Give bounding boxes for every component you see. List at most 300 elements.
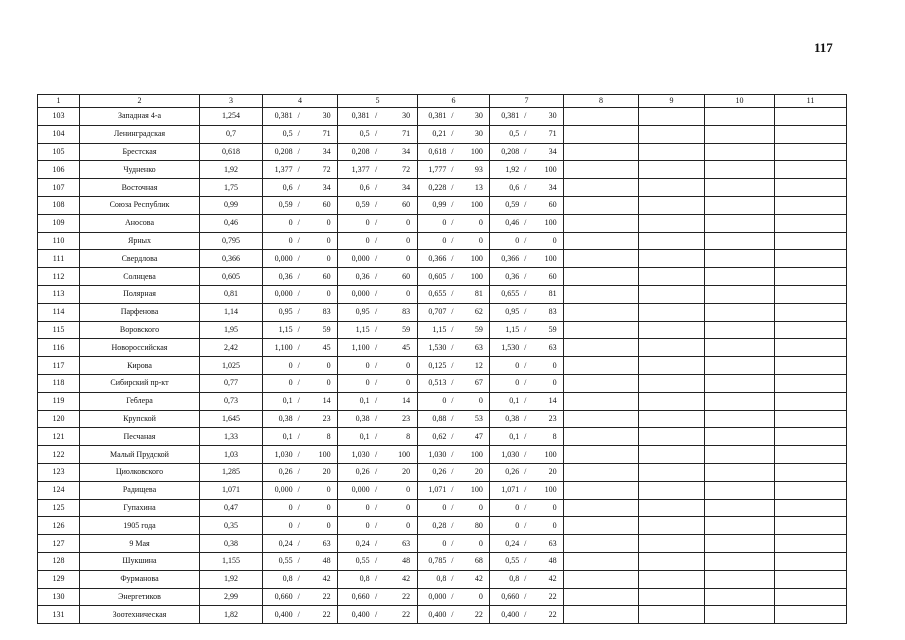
pair-percent: 60 <box>322 271 331 281</box>
pair-value: 1,15 <box>355 324 370 334</box>
slash-separator: / <box>297 413 300 423</box>
slash-separator: / <box>451 485 454 495</box>
table-row <box>38 392 847 410</box>
pair-percent: 59 <box>548 324 557 334</box>
pair-cell-c5 <box>338 108 418 126</box>
empty-cell <box>705 499 775 517</box>
pair-value: 0,000 <box>274 485 293 495</box>
pair-percent: 0 <box>326 253 331 263</box>
pair-cell-c5 <box>338 428 418 446</box>
length-value: 0,7 <box>200 125 263 143</box>
pair-value: 0,400 <box>428 609 447 619</box>
pair-cell-c7 <box>490 357 564 375</box>
slash-separator: / <box>451 111 454 121</box>
pair-cell-c7 <box>490 481 564 499</box>
empty-cell <box>775 339 847 357</box>
pair-value: 0,605 <box>428 271 447 281</box>
slash-separator: / <box>451 574 454 584</box>
pair-percent: 67 <box>474 378 483 388</box>
empty-cell <box>564 392 639 410</box>
empty-cell <box>639 303 705 321</box>
pair-cell-c4 <box>263 517 338 535</box>
slash-separator: / <box>524 538 527 548</box>
pair-percent: 59 <box>402 324 411 334</box>
pair-cell-c5 <box>338 161 418 179</box>
pair-cell-c6 <box>418 446 490 464</box>
empty-cell <box>775 374 847 392</box>
table-row <box>38 517 847 535</box>
slash-separator: / <box>375 307 378 317</box>
street-name: Полярная <box>80 285 200 303</box>
pair-value: 0,785 <box>428 556 447 566</box>
row-number: 122 <box>38 446 80 464</box>
pair-percent: 22 <box>474 609 483 619</box>
pair-value: 1,530 <box>428 342 447 352</box>
street-name: Крупской <box>80 410 200 428</box>
pair-cell-c5 <box>338 357 418 375</box>
slash-separator: / <box>297 609 300 619</box>
street-name: Фурманова <box>80 570 200 588</box>
pair-cell-c6 <box>418 250 490 268</box>
empty-cell <box>775 232 847 250</box>
slash-separator: / <box>524 449 527 459</box>
pair-percent: 0 <box>478 396 483 406</box>
column-header: 6 <box>418 95 490 108</box>
row-number: 121 <box>38 428 80 446</box>
pair-percent: 100 <box>470 485 483 495</box>
pair-value: 0 <box>515 378 520 388</box>
empty-cell <box>564 357 639 375</box>
street-name: Геблера <box>80 392 200 410</box>
slash-separator: / <box>524 502 527 512</box>
pair-value: 1,777 <box>428 164 447 174</box>
pair-percent: 60 <box>402 271 411 281</box>
pair-cell-c7 <box>490 321 564 339</box>
pair-value: 0,55 <box>355 556 370 566</box>
street-name: Солнцева <box>80 268 200 286</box>
empty-cell <box>705 161 775 179</box>
empty-cell <box>564 179 639 197</box>
slash-separator: / <box>451 182 454 192</box>
empty-cell <box>775 428 847 446</box>
pair-cell-c7 <box>490 410 564 428</box>
pair-cell-c7 <box>490 125 564 143</box>
slash-separator: / <box>524 609 527 619</box>
slash-separator: / <box>375 413 378 423</box>
street-name: Ленинградская <box>80 125 200 143</box>
pair-cell-c4 <box>263 196 338 214</box>
empty-cell <box>639 410 705 428</box>
empty-cell <box>705 250 775 268</box>
slash-separator: / <box>297 342 300 352</box>
pair-percent: 0 <box>326 502 331 512</box>
slash-separator: / <box>524 396 527 406</box>
empty-cell <box>775 481 847 499</box>
pair-value: 0,660 <box>501 591 520 601</box>
pair-cell-c6 <box>418 374 490 392</box>
slash-separator: / <box>375 200 378 210</box>
row-number: 124 <box>38 481 80 499</box>
pair-percent: 22 <box>402 591 411 601</box>
pair-cell-c4 <box>263 588 338 606</box>
column-header: 5 <box>338 95 418 108</box>
pair-cell-c4 <box>263 179 338 197</box>
pair-cell-c5 <box>338 552 418 570</box>
street-name: Воровского <box>80 321 200 339</box>
pair-cell-c4 <box>263 392 338 410</box>
pair-cell-c5 <box>338 285 418 303</box>
slash-separator: / <box>524 182 527 192</box>
table-row <box>38 428 847 446</box>
pair-cell-c6 <box>418 285 490 303</box>
pair-percent: 100 <box>544 485 557 495</box>
slash-separator: / <box>375 520 378 530</box>
slash-separator: / <box>375 431 378 441</box>
pair-percent: 0 <box>478 502 483 512</box>
empty-cell <box>705 517 775 535</box>
empty-cell <box>705 285 775 303</box>
slash-separator: / <box>375 164 378 174</box>
street-name: Энергетиков <box>80 588 200 606</box>
pair-cell-c5 <box>338 410 418 428</box>
slash-separator: / <box>451 253 454 263</box>
slash-separator: / <box>524 574 527 584</box>
slash-separator: / <box>375 574 378 584</box>
pair-value: 0,655 <box>428 289 447 299</box>
table-body <box>38 108 847 624</box>
street-name: Циолковского <box>80 463 200 481</box>
pair-value: 0,1 <box>282 396 293 406</box>
row-number: 112 <box>38 268 80 286</box>
street-name: Сибирский пр-кт <box>80 374 200 392</box>
pair-percent: 22 <box>548 591 557 601</box>
length-value: 0,35 <box>200 517 263 535</box>
pair-percent: 22 <box>402 609 411 619</box>
pair-value: 0,000 <box>274 289 293 299</box>
pair-cell-c7 <box>490 303 564 321</box>
pair-cell-c4 <box>263 374 338 392</box>
pair-value: 0 <box>288 360 293 370</box>
pair-value: 1,030 <box>428 449 447 459</box>
pair-cell-c6 <box>418 108 490 126</box>
pair-cell-c4 <box>263 143 338 161</box>
slash-separator: / <box>524 307 527 317</box>
pair-value: 0,513 <box>428 378 447 388</box>
pair-percent: 45 <box>402 342 411 352</box>
pair-percent: 30 <box>322 111 331 121</box>
table-row <box>38 357 847 375</box>
pair-value: 0,8 <box>359 574 370 584</box>
pair-percent: 0 <box>326 520 331 530</box>
pair-value: 0 <box>442 218 447 228</box>
pair-value: 1,377 <box>351 164 370 174</box>
pair-cell-c6 <box>418 410 490 428</box>
length-value: 1,155 <box>200 552 263 570</box>
slash-separator: / <box>297 591 300 601</box>
row-number: 131 <box>38 606 80 624</box>
empty-cell <box>705 588 775 606</box>
pair-value: 0 <box>442 538 447 548</box>
slash-separator: / <box>375 538 378 548</box>
pair-cell-c4 <box>263 570 338 588</box>
slash-separator: / <box>375 218 378 228</box>
slash-separator: / <box>375 502 378 512</box>
slash-separator: / <box>451 342 454 352</box>
slash-separator: / <box>297 129 300 139</box>
length-value: 0,38 <box>200 535 263 553</box>
empty-cell <box>639 481 705 499</box>
slash-separator: / <box>375 271 378 281</box>
pair-percent: 0 <box>406 218 411 228</box>
pair-value: 1,15 <box>505 324 520 334</box>
slash-separator: / <box>375 253 378 263</box>
pair-percent: 14 <box>402 396 411 406</box>
slash-separator: / <box>524 467 527 477</box>
pair-percent: 60 <box>322 200 331 210</box>
pair-cell-c5 <box>338 463 418 481</box>
slash-separator: / <box>297 182 300 192</box>
pair-cell-c5 <box>338 392 418 410</box>
pair-percent: 13 <box>474 182 483 192</box>
pair-value: 0,24 <box>505 538 520 548</box>
pair-value: 0,1 <box>282 431 293 441</box>
empty-cell <box>775 392 847 410</box>
slash-separator: / <box>451 609 454 619</box>
slash-separator: / <box>451 413 454 423</box>
pair-value: 0,000 <box>428 591 447 601</box>
pair-cell-c5 <box>338 606 418 624</box>
table-row <box>38 588 847 606</box>
empty-cell <box>705 196 775 214</box>
pair-percent: 22 <box>322 609 331 619</box>
street-name: 1905 года <box>80 517 200 535</box>
pair-cell-c5 <box>338 446 418 464</box>
pair-percent: 0 <box>406 502 411 512</box>
slash-separator: / <box>451 378 454 388</box>
pair-cell-c5 <box>338 339 418 357</box>
slash-separator: / <box>451 538 454 548</box>
table-row <box>38 303 847 321</box>
empty-cell <box>705 143 775 161</box>
slash-separator: / <box>451 271 454 281</box>
pair-cell-c4 <box>263 214 338 232</box>
length-value: 1,75 <box>200 179 263 197</box>
table-row <box>38 321 847 339</box>
pair-value: 0 <box>365 218 370 228</box>
pair-percent: 63 <box>322 538 331 548</box>
pair-cell-c5 <box>338 321 418 339</box>
row-number: 117 <box>38 357 80 375</box>
pair-value: 0,26 <box>432 467 447 477</box>
street-name: Гупахина <box>80 499 200 517</box>
empty-cell <box>705 410 775 428</box>
pair-percent: 0 <box>478 218 483 228</box>
empty-cell <box>705 357 775 375</box>
pair-value: 0 <box>365 520 370 530</box>
empty-cell <box>775 125 847 143</box>
pair-cell-c7 <box>490 250 564 268</box>
slash-separator: / <box>297 271 300 281</box>
slash-separator: / <box>297 485 300 495</box>
pair-value: 0,6 <box>509 182 520 192</box>
empty-cell <box>564 268 639 286</box>
pair-value: 0,36 <box>505 271 520 281</box>
slash-separator: / <box>451 146 454 156</box>
slash-separator: / <box>375 342 378 352</box>
pair-percent: 53 <box>474 413 483 423</box>
pair-value: 0 <box>442 502 447 512</box>
pair-value: 0,36 <box>355 271 370 281</box>
empty-cell <box>564 303 639 321</box>
pair-cell-c4 <box>263 499 338 517</box>
pair-value: 0,366 <box>501 253 520 263</box>
pair-cell-c4 <box>263 321 338 339</box>
pair-cell-c5 <box>338 374 418 392</box>
pair-percent: 0 <box>478 538 483 548</box>
empty-cell <box>639 339 705 357</box>
slash-separator: / <box>524 520 527 530</box>
empty-cell <box>775 250 847 268</box>
empty-cell <box>775 214 847 232</box>
street-name: Кирова <box>80 357 200 375</box>
slash-separator: / <box>524 591 527 601</box>
slash-separator: / <box>451 235 454 245</box>
pair-cell-c5 <box>338 214 418 232</box>
slash-separator: / <box>524 111 527 121</box>
slash-separator: / <box>451 502 454 512</box>
pair-percent: 0 <box>406 485 411 495</box>
pair-value: 0,26 <box>355 467 370 477</box>
slash-separator: / <box>375 609 378 619</box>
pair-percent: 71 <box>322 129 331 139</box>
pair-percent: 60 <box>548 200 557 210</box>
pair-percent: 14 <box>322 396 331 406</box>
slash-separator: / <box>375 129 378 139</box>
pair-percent: 8 <box>406 431 411 441</box>
empty-cell <box>775 268 847 286</box>
table-row <box>38 410 847 428</box>
slash-separator: / <box>524 342 527 352</box>
pair-value: 0,208 <box>274 146 293 156</box>
length-value: 0,618 <box>200 143 263 161</box>
slash-separator: / <box>297 538 300 548</box>
pair-cell-c5 <box>338 232 418 250</box>
street-name: Шукшина <box>80 552 200 570</box>
slash-separator: / <box>375 467 378 477</box>
pair-percent: 63 <box>474 342 483 352</box>
pair-cell-c7 <box>490 285 564 303</box>
pair-cell-c7 <box>490 446 564 464</box>
pair-cell-c7 <box>490 606 564 624</box>
pair-value: 0,1 <box>359 431 370 441</box>
empty-cell <box>639 196 705 214</box>
length-value: 0,47 <box>200 499 263 517</box>
slash-separator: / <box>524 485 527 495</box>
slash-separator: / <box>451 164 454 174</box>
empty-cell <box>705 321 775 339</box>
column-header: 11 <box>775 95 847 108</box>
empty-cell <box>639 428 705 446</box>
pair-value: 1,377 <box>274 164 293 174</box>
empty-cell <box>564 285 639 303</box>
table-row <box>38 285 847 303</box>
pair-cell-c4 <box>263 552 338 570</box>
pair-percent: 0 <box>552 235 557 245</box>
pair-value: 1,100 <box>274 342 293 352</box>
pair-percent: 100 <box>544 218 557 228</box>
slash-separator: / <box>375 449 378 459</box>
pair-cell-c7 <box>490 517 564 535</box>
length-value: 2,99 <box>200 588 263 606</box>
empty-cell <box>705 179 775 197</box>
slash-separator: / <box>451 396 454 406</box>
slash-separator: / <box>297 218 300 228</box>
empty-cell <box>639 143 705 161</box>
street-name: Радищева <box>80 481 200 499</box>
pair-percent: 63 <box>548 538 557 548</box>
pair-percent: 0 <box>552 502 557 512</box>
pair-percent: 30 <box>474 111 483 121</box>
length-value: 0,366 <box>200 250 263 268</box>
empty-cell <box>705 108 775 126</box>
pair-value: 0,36 <box>278 271 293 281</box>
pair-percent: 81 <box>548 289 557 299</box>
pair-percent: 34 <box>402 182 411 192</box>
pair-cell-c7 <box>490 143 564 161</box>
pair-value: 0,99 <box>432 200 447 210</box>
street-name: Свердлова <box>80 250 200 268</box>
pair-cell-c6 <box>418 499 490 517</box>
empty-cell <box>564 321 639 339</box>
slash-separator: / <box>451 467 454 477</box>
pair-cell-c4 <box>263 357 338 375</box>
pair-cell-c5 <box>338 570 418 588</box>
empty-cell <box>564 570 639 588</box>
pair-value: 0 <box>442 396 447 406</box>
empty-cell <box>775 535 847 553</box>
pair-percent: 20 <box>402 467 411 477</box>
pair-cell-c6 <box>418 179 490 197</box>
pair-value: 0,000 <box>351 485 370 495</box>
pair-value: 0,381 <box>501 111 520 121</box>
length-value: 1,254 <box>200 108 263 126</box>
length-value: 0,99 <box>200 196 263 214</box>
pair-percent: 42 <box>548 574 557 584</box>
pair-value: 0 <box>515 360 520 370</box>
empty-cell <box>639 499 705 517</box>
pair-value: 0,1 <box>509 431 520 441</box>
pair-value: 1,92 <box>505 164 520 174</box>
pair-percent: 60 <box>402 200 411 210</box>
street-name: Западная 4-а <box>80 108 200 126</box>
empty-cell <box>639 374 705 392</box>
pair-value: 0,381 <box>351 111 370 121</box>
row-number: 125 <box>38 499 80 517</box>
pair-percent: 93 <box>474 164 483 174</box>
pair-percent: 8 <box>326 431 331 441</box>
pair-percent: 100 <box>470 271 483 281</box>
pair-cell-c4 <box>263 463 338 481</box>
length-value: 1,03 <box>200 446 263 464</box>
street-name: Новороссийская <box>80 339 200 357</box>
empty-cell <box>705 481 775 499</box>
pair-cell-c4 <box>263 428 338 446</box>
column-header: 1 <box>38 95 80 108</box>
pair-value: 0,228 <box>428 182 447 192</box>
header-row <box>38 95 847 108</box>
pair-value: 0,660 <box>351 591 370 601</box>
pair-value: 0,38 <box>505 413 520 423</box>
